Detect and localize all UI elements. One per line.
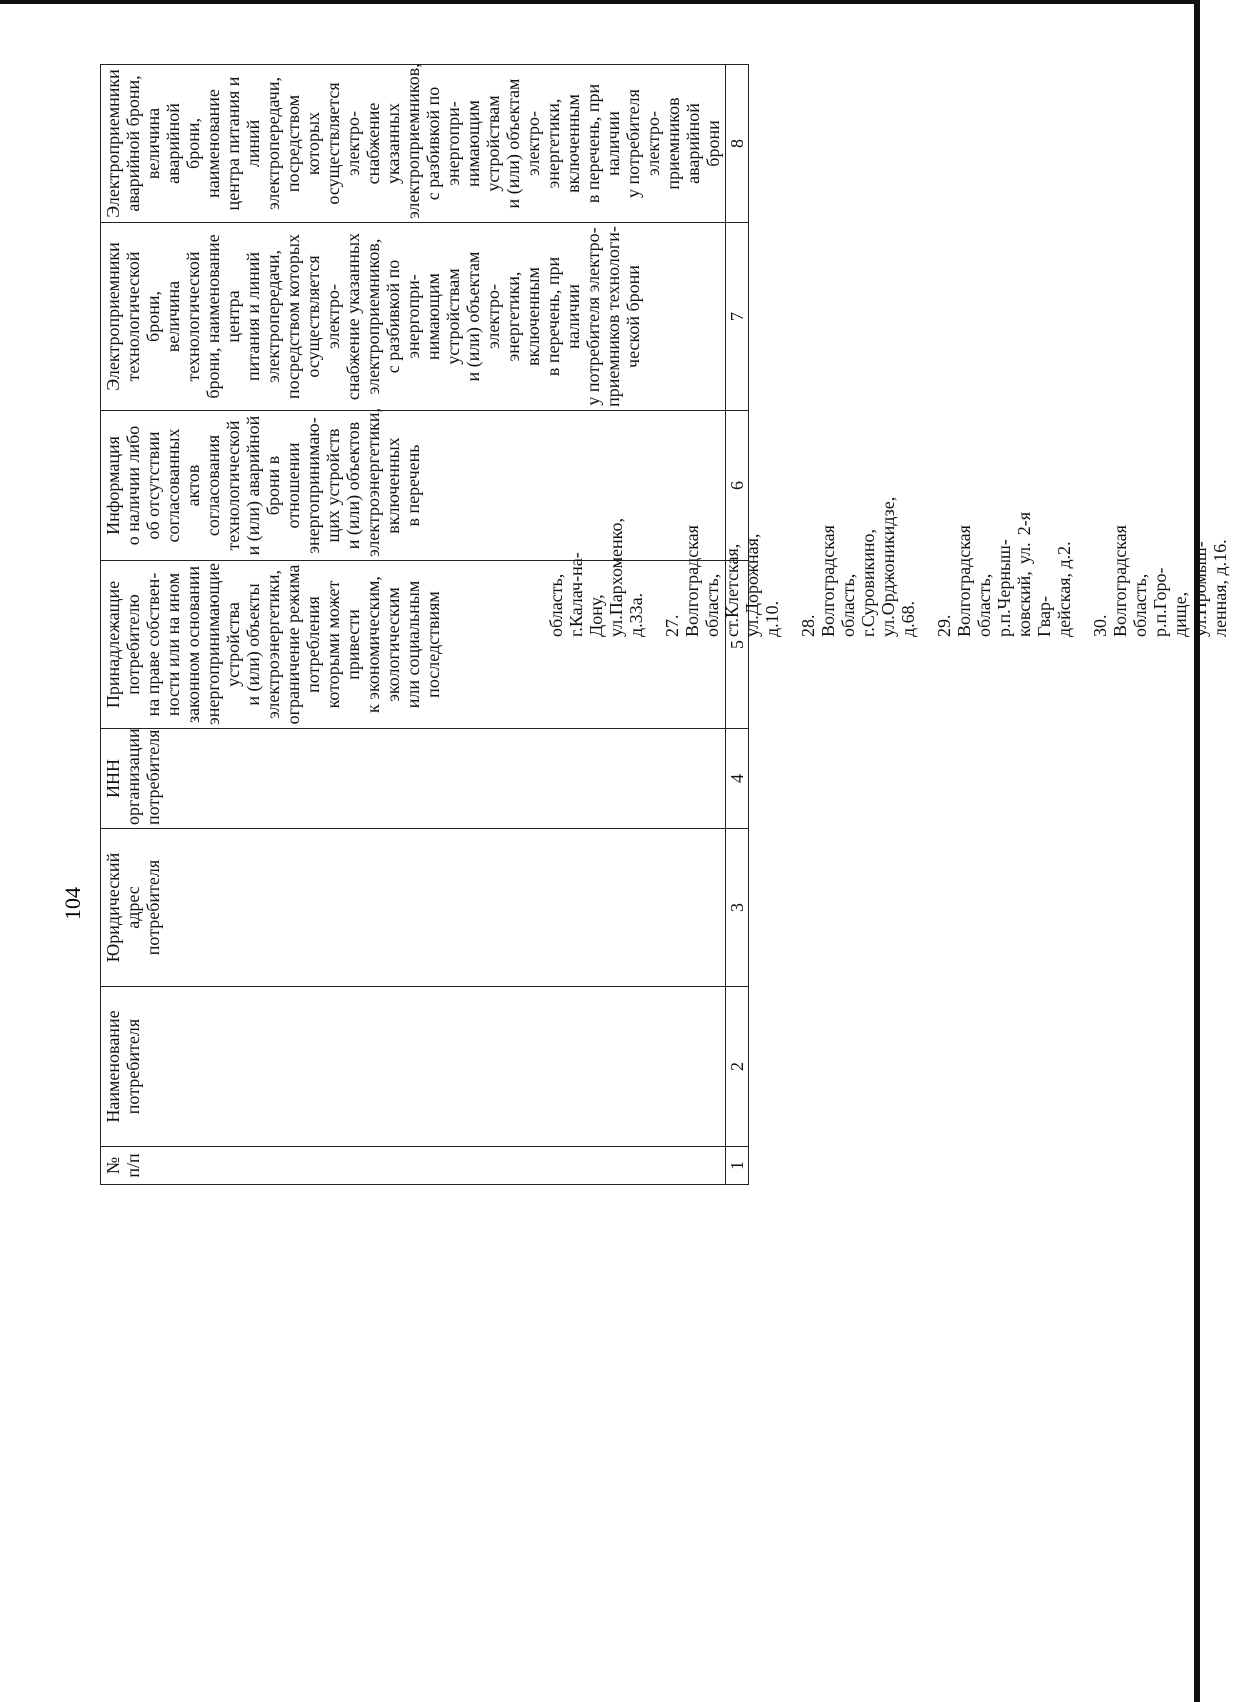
address-entry: 27. Волгоградская область, ст.Клетская, ул.Дорожная, д.10. bbox=[662, 525, 782, 637]
header-number: № п/п bbox=[101, 1147, 726, 1185]
header-technological-reserve: Электроприемники технологической брони, величина технологической брони, наименование центра питания и линий электропередачи, посредством которых осуществляется электро- снабжение указанных электроприемников, с разбивкой по энергопри- нимающим устройствам и (или) объектам электро- энергетики, включенным в перечень, при наличии у потребителя электро- приемников технологи- ческой брони bbox=[101, 223, 726, 411]
header-inn: ИНН организации потребителя bbox=[101, 729, 726, 829]
column-number: 5 bbox=[726, 561, 749, 729]
address-list bbox=[546, 496, 1246, 637]
address-entry: 28. Волгоградская область, г.Суровикино, ул.Орджоникидзе, д.68. bbox=[798, 496, 918, 637]
column-number: 7 bbox=[726, 223, 749, 411]
rotated-table-block bbox=[100, 63, 1230, 1185]
address-entry: область, г.Калач-на- Дону, ул.Пархоменко, д.33а. bbox=[546, 518, 646, 637]
header-emergency-reserve: Электроприемники аварийной брони, величина аварийной брони, наименование центра питания и линий электропередачи, посредством которых осуществляется электро- снабжение указанных электроприемников, с разбивкой по энергопри- нимающим устройствам и (или) объектам электро- энергетики, включенным в перечень, при наличии у потребителя электро- приемников аварийной брони bbox=[101, 65, 726, 223]
column-number: 3 bbox=[726, 829, 749, 987]
page-number: 104 bbox=[60, 887, 85, 920]
column-number: 6 bbox=[726, 411, 749, 561]
scan-edge-right bbox=[1194, 0, 1200, 1702]
column-number: 8 bbox=[726, 65, 749, 223]
column-number: 1 bbox=[726, 1147, 749, 1185]
header-receivers: Принадлежащие потребителю на праве собствен- ности или на ином законном основании энергопринимающие устройства и (или) объекты электроэнергетики, ограничение режима потребления которыми может привести к экономическим, экологическим или социальным последствиям bbox=[101, 561, 726, 729]
header-consumer-name: Наименование потребителя bbox=[101, 987, 726, 1147]
header-acts-info: Информация о наличии либо об отсутствии согласованных актов согласования технологической и (или) аварийной брони в отношении энергопринимаю- щих устройств и (или) объектов электроэнергетики, включенных в перечень bbox=[101, 411, 726, 561]
scan-edge-top bbox=[0, 0, 1200, 4]
column-number: 4 bbox=[726, 729, 749, 829]
header-legal-address: Юридический адрес потребителя bbox=[101, 829, 726, 987]
column-number: 2 bbox=[726, 987, 749, 1147]
address-entry: 30. Волгоградская область, р.п.Горо- дище, ул.Промыш- ленная, д.16. bbox=[1090, 525, 1230, 637]
address-entry: 29. Волгоградская область, р.п.Черныш- ковский, ул. 2-я Гвар- дейская, д.2. bbox=[934, 512, 1074, 637]
